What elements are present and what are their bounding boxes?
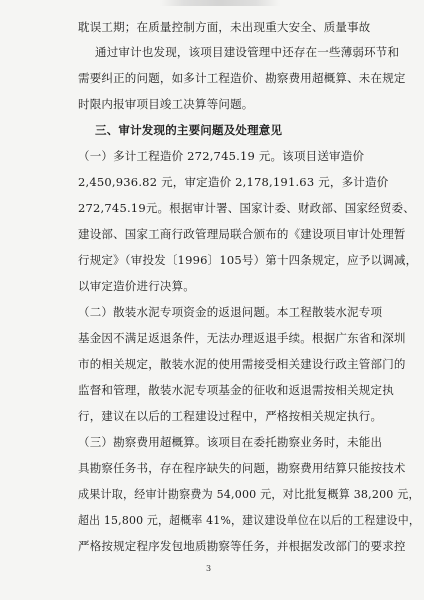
section-heading: 三、审计发现的主要问题及处理意见 xyxy=(95,123,283,137)
text-line: 成果计取，经审计勘察费为 54,000 元，对比批复概算 38,200 元， xyxy=(78,487,420,501)
text-line: 行规定》（审投发〔1996〕105号）第十四条规定，应予以调减， xyxy=(78,253,418,267)
text-line: 建设部、国家工商行政管理局联合颁布的《建设项目审计处理暂 xyxy=(78,227,406,241)
text-line: 基金因不满足返退条件，无法办理返退手续。根据广东省和深圳 xyxy=(78,331,406,345)
text-line: 272,745.19元。根据审计署、国家计委、财政部、国家经贸委、 xyxy=(78,201,415,215)
text-line: 通过审计也发现，该项目建设管理中还存在一些薄弱环节和 xyxy=(95,45,400,59)
text-line: （三）勘察费用超概算。该项目在委托勘察业务时，未能出 xyxy=(78,435,383,449)
text-line: 需要纠正的问题，如多计工程造价、勘察费用超概算、未在规定 xyxy=(78,71,406,85)
text-line: （二）散装水泥专项资金的返退问题。本工程散装水泥专项 xyxy=(78,305,383,319)
text-line: 市的相关规定，散装水泥的使用需接受相关建设行政主管部门的 xyxy=(78,357,406,371)
text-line: 监督和管理，散装水泥专项基金的征收和返退需按相关规定执 xyxy=(78,383,394,397)
text-line: 具勘察任务书，存在程序缺失的问题，勘察费用结算只能按技术 xyxy=(78,461,406,475)
text-line: 超出 15,800 元，超概率 41%，建议建设单位在以后的工程建设中， xyxy=(78,513,420,527)
text-line: 行，建议在以后的工程建设过程中，严格按相关规定执行。 xyxy=(78,409,383,423)
text-line: （一）多计工程造价 272,745.19 元。该项目送审造价 xyxy=(78,149,365,163)
text-line: 2,450,936.82 元，审定造价 2,178,191.63 元，多计造价 xyxy=(78,175,389,189)
scan-artifact xyxy=(160,0,280,6)
text-line: 时限内报审项目竣工决算等问题。 xyxy=(78,97,254,111)
page-number: 3 xyxy=(206,564,212,573)
text-line: 以审定造价进行决算。 xyxy=(78,279,195,293)
text-line: 耽误工期；在质量控制方面，未出现重大安全、质量事故 xyxy=(78,20,371,34)
text-line: 严格按规定程序发包地质勘察等任务，并根据发改部门的要求控 xyxy=(78,539,406,553)
